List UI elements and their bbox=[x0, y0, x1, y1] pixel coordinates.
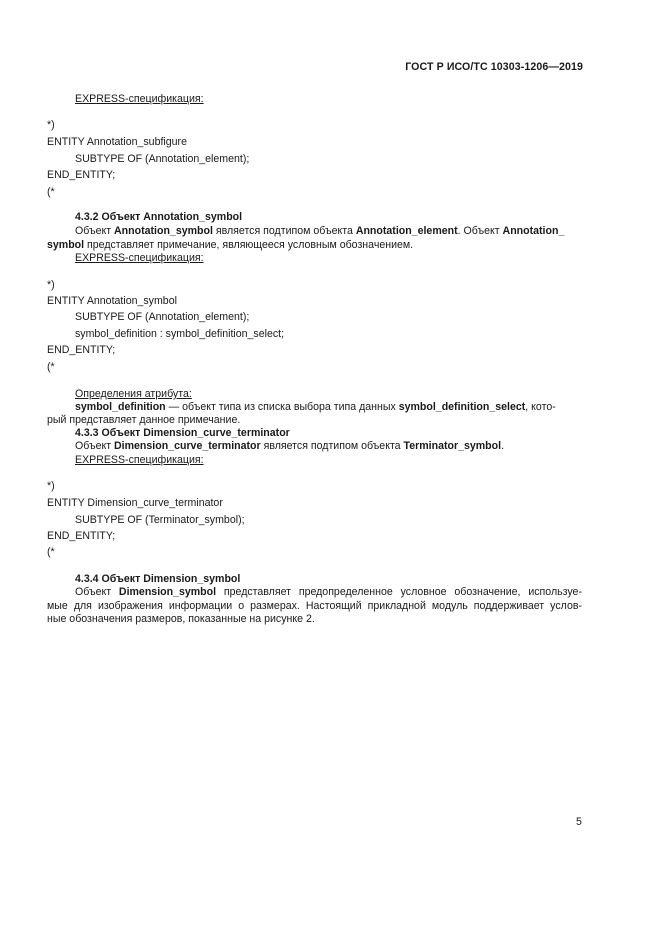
paragraph-line bbox=[47, 239, 413, 252]
comment-close: (* bbox=[47, 546, 55, 558]
paragraph-line: мые для изображения информации о размерах. Настоящий прикладной модуль поддерживает услов- bbox=[47, 600, 582, 612]
text-run: является подтипом объекта bbox=[260, 440, 404, 452]
section-heading-4-3-3: 4.3.3 Объект Dimension_curve_terminator bbox=[75, 427, 290, 439]
term: Terminator_symbol bbox=[403, 440, 502, 452]
text-run: Объект bbox=[75, 440, 115, 452]
subtype-clause: SUBTYPE OF (Terminator_symbol); bbox=[75, 514, 245, 526]
term: Annotation_element bbox=[355, 225, 458, 237]
text-run: . bbox=[501, 440, 505, 452]
term: symbol_definition bbox=[75, 401, 166, 413]
text-run: . Объект bbox=[457, 225, 503, 237]
page-number: 5 bbox=[576, 816, 582, 828]
subtype-clause: SUBTYPE OF (Annotation_element); bbox=[75, 311, 250, 323]
end-entity: END_ENTITY; bbox=[47, 530, 116, 542]
entity-declaration: ENTITY Dimension_curve_terminator bbox=[47, 497, 223, 509]
attribute-definitions-label: Определения атрибута: bbox=[75, 388, 192, 400]
text-run: Объект bbox=[75, 225, 115, 237]
end-entity: END_ENTITY; bbox=[47, 344, 116, 356]
term: Dimension_curve_terminator bbox=[114, 440, 261, 452]
comment-close: (* bbox=[47, 186, 55, 198]
text-run: представляет предопределенное условное обозначение, используе- bbox=[216, 586, 582, 598]
text-run: , кото- bbox=[525, 401, 556, 413]
paragraph-line bbox=[75, 440, 504, 453]
text-run: Объект bbox=[75, 586, 119, 598]
comment-open: *) bbox=[47, 279, 55, 291]
subtype-clause: SUBTYPE OF (Annotation_element); bbox=[75, 153, 250, 165]
comment-open: *) bbox=[47, 119, 55, 131]
paragraph-line bbox=[75, 225, 564, 238]
document-header: ГОСТ Р ИСО/ТС 10303-1206—2019 bbox=[405, 61, 583, 73]
term: Annotation_ bbox=[502, 225, 565, 237]
text-run: — объект типа из списка выбора типа данных bbox=[165, 401, 399, 413]
text-run: представляет примечание, являющееся условным обозначением. bbox=[84, 239, 414, 251]
comment-open: *) bbox=[47, 480, 55, 492]
section-heading-4-3-4: 4.3.4 Объект Dimension_symbol bbox=[75, 573, 241, 585]
term: Dimension_symbol bbox=[118, 586, 217, 598]
text-run: является подтипом объекта bbox=[212, 225, 356, 237]
entity-declaration: ENTITY Annotation_symbol bbox=[47, 295, 177, 307]
end-entity: END_ENTITY; bbox=[47, 169, 116, 181]
express-spec-label: EXPRESS-спецификация: bbox=[75, 454, 204, 466]
paragraph-line: рый представляет данное примечание. bbox=[47, 414, 241, 426]
term: symbol_definition_select bbox=[398, 401, 526, 413]
section-heading-4-3-2: 4.3.2 Объект Annotation_symbol bbox=[75, 211, 243, 223]
paragraph-line bbox=[75, 401, 556, 414]
express-spec-label: EXPRESS-спецификация: bbox=[75, 93, 204, 105]
express-spec-label: EXPRESS-спецификация: bbox=[75, 252, 204, 264]
term: symbol bbox=[47, 239, 85, 251]
paragraph-line: ные обозначения размеров, показанные на рисунке 2. bbox=[47, 613, 315, 625]
term: Annotation_symbol bbox=[114, 225, 213, 237]
attribute-declaration: symbol_definition : symbol_definition_select; bbox=[75, 328, 285, 340]
comment-close: (* bbox=[47, 361, 55, 373]
entity-declaration: ENTITY Annotation_subfigure bbox=[47, 136, 187, 148]
paragraph-line bbox=[75, 586, 582, 599]
